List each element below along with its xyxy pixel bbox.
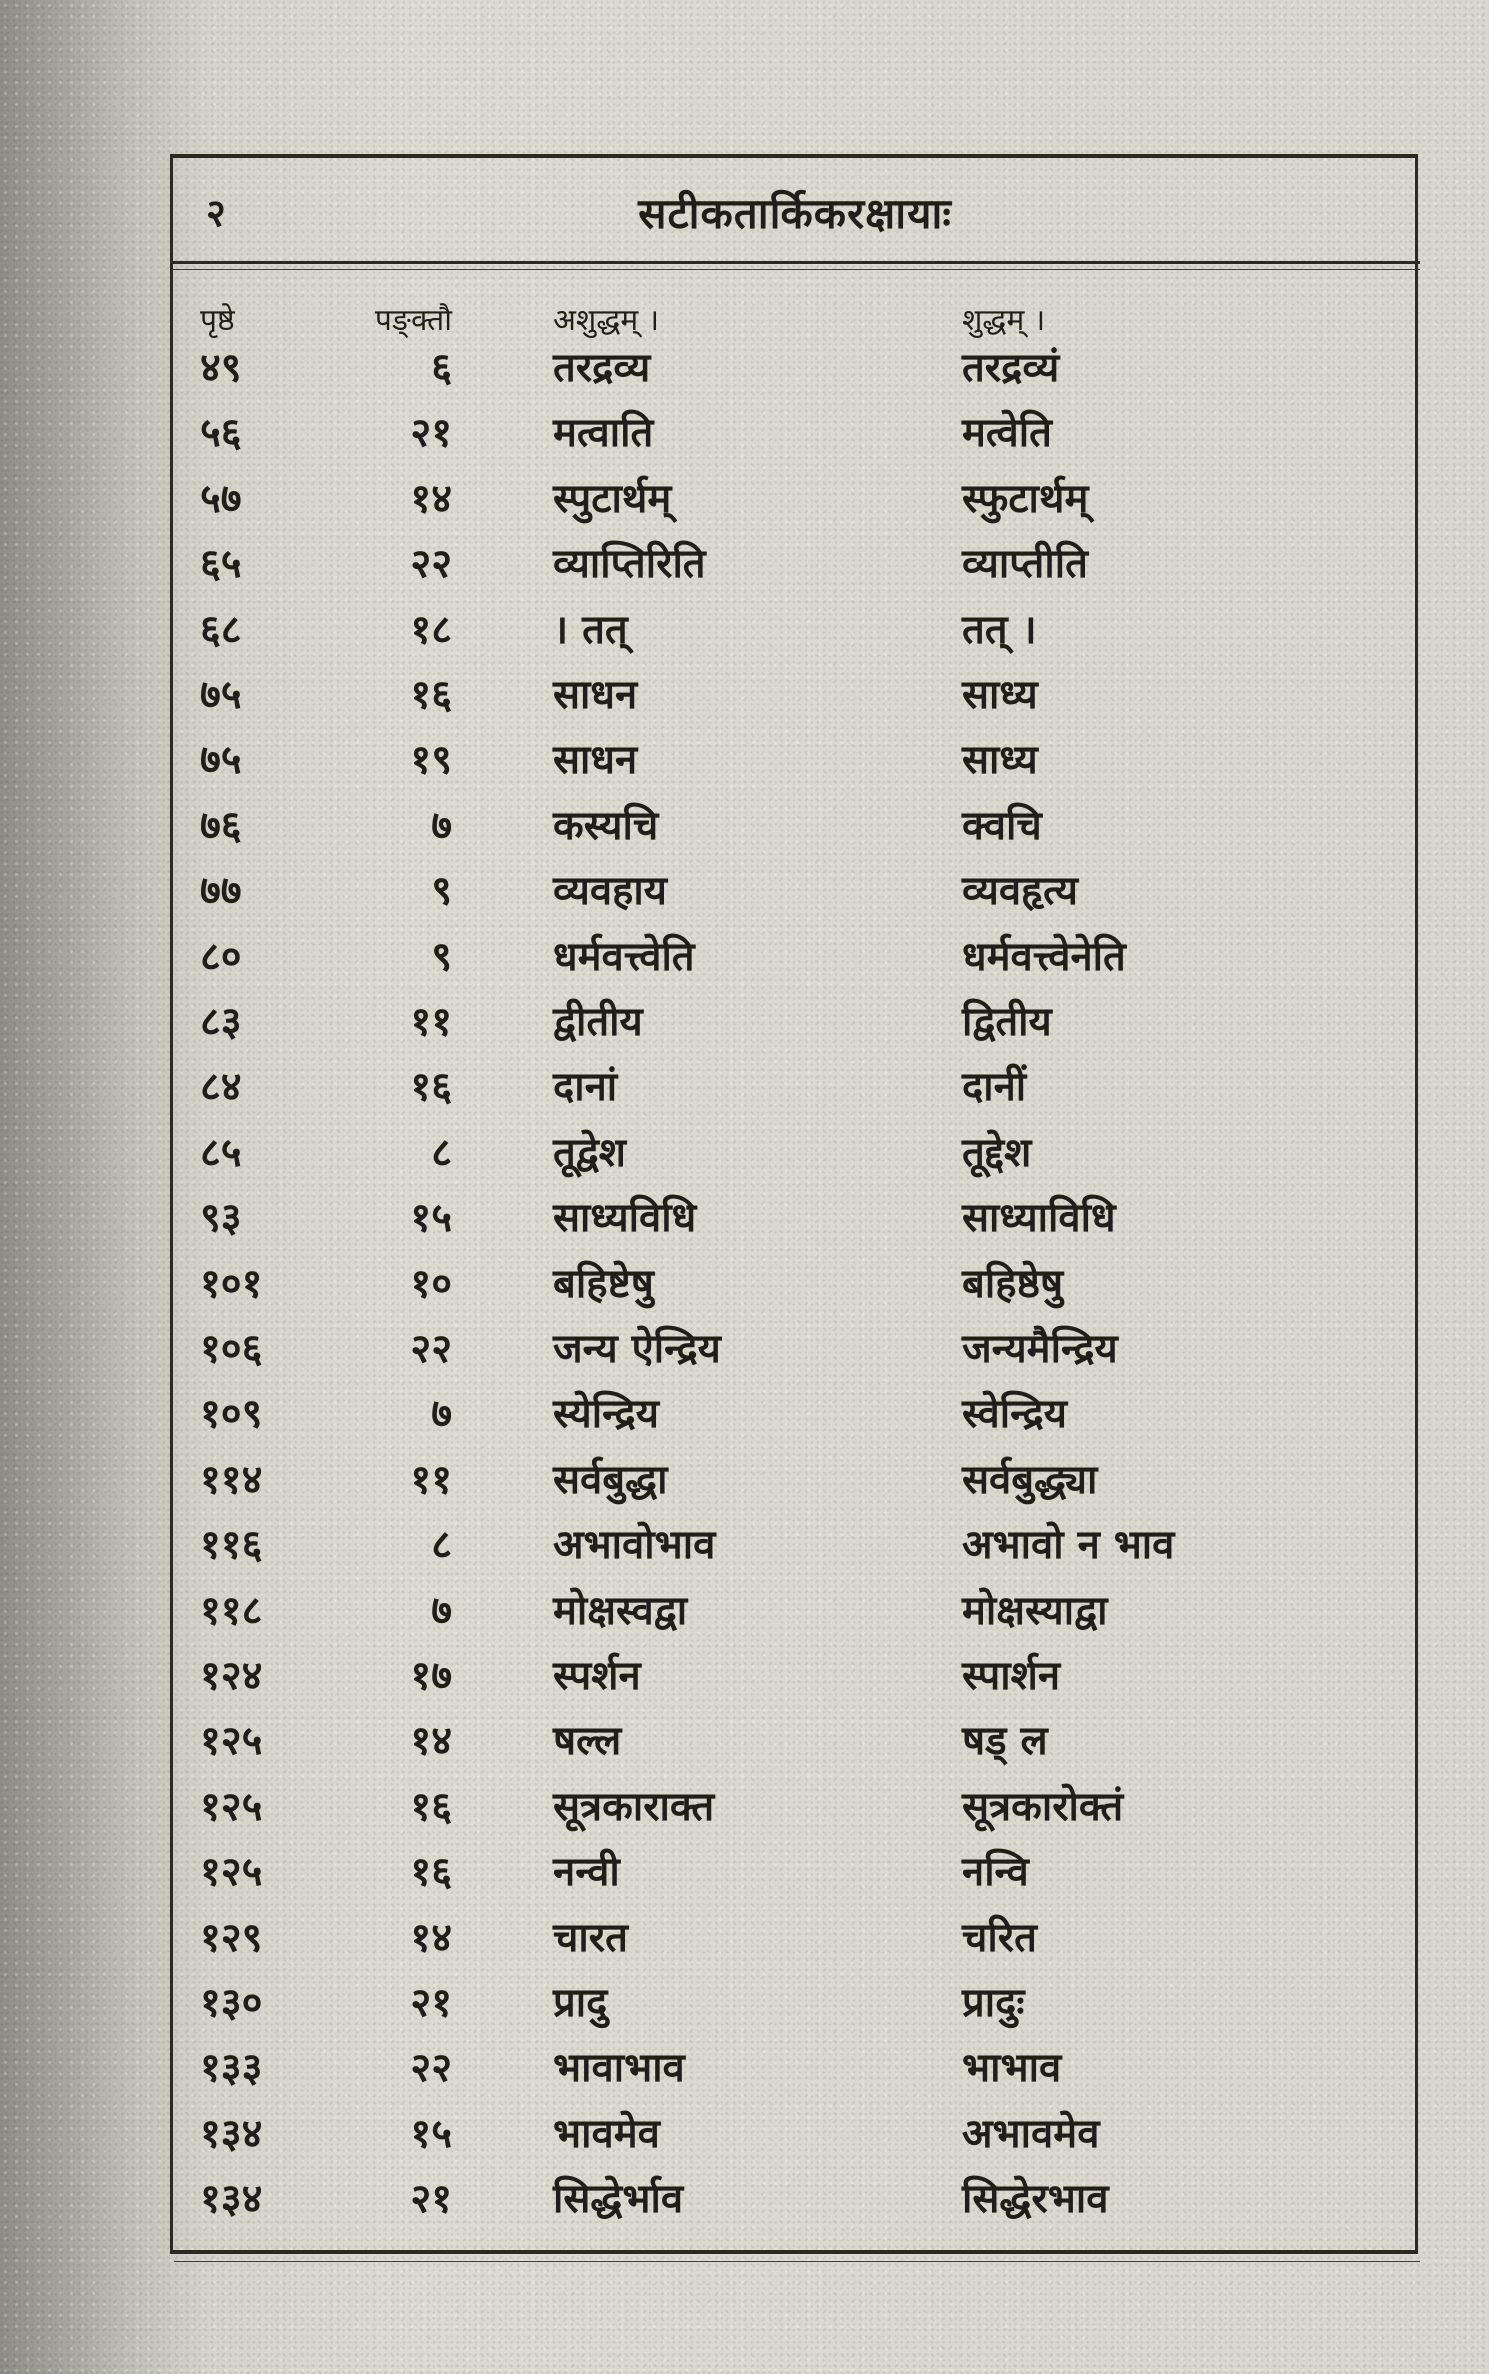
table-row [0,1254,1489,1319]
table-row [0,992,1489,1057]
row-line: १६ [410,1063,452,1111]
row-page: १३० [200,1979,263,2026]
row-correct: अभावमेव [962,2109,1100,2157]
row-correct: दानीं [962,1063,1027,1111]
table-row [0,1711,1489,1776]
row-incorrect: द्वीतीय [553,998,643,1045]
row-correct: तूद्देश [962,1128,1032,1176]
row-correct: तत् । [962,605,1037,653]
row-incorrect: भावमेव [553,2109,660,2157]
table-row [0,2038,1489,2103]
row-correct: अभावो न भाव [962,1521,1175,1569]
row-page: ६५ [200,540,242,588]
row-line: ११ [410,998,452,1045]
row-page: ५६ [200,409,242,457]
row-line: १६ [410,1782,452,1830]
row-line: २२ [410,1325,452,1372]
row-correct: व्यवहृत्य [962,867,1078,915]
row-correct: द्वितीय [962,998,1052,1045]
row-incorrect: सिद्धेर्भाव [553,2175,684,2223]
table-row [0,2169,1489,2234]
table-row [0,1777,1489,1842]
row-page: ८० [200,932,242,980]
row-incorrect: धर्मवत्त्वेति [553,932,695,980]
row-page: १२५ [200,1848,263,1896]
row-incorrect: साध्यविधि [553,1194,697,1242]
row-incorrect: स्पुटार्थम् [553,474,672,522]
row-page: ७५ [200,736,242,784]
table-row [0,1057,1489,1122]
row-incorrect: साधन [553,736,638,784]
row-incorrect: जन्य ऐन्द्रिय [553,1325,721,1372]
row-incorrect: स्येन्द्रिय [553,1390,659,1438]
row-line: ९ [431,867,452,915]
row-incorrect: तूद्वेश [553,1128,626,1176]
row-line: १४ [410,474,452,522]
row-correct: स्पार्शन [962,1652,1061,1699]
row-incorrect: बहिष्टेषु [553,1259,654,1307]
table-row [0,1908,1489,1973]
table-row [0,927,1489,992]
row-line: २२ [410,2044,452,2092]
row-line: १४ [410,1717,452,1765]
row-correct: सिद्धेरभाव [962,2175,1109,2223]
row-line: ९ [431,932,452,980]
row-incorrect: चारत [553,1913,628,1961]
row-page: ८४ [200,1063,242,1111]
row-line: १६ [410,1848,452,1896]
page-number: २ [206,190,226,235]
row-line: २१ [410,409,452,457]
row-incorrect: सर्वबुद्धा [553,1455,668,1503]
row-line: ७ [431,1390,452,1438]
row-correct: षड् ल [962,1717,1048,1765]
row-incorrect: व्याप्तिरिति [553,540,706,588]
row-page: १०९ [200,1390,263,1438]
row-correct: मत्वेति [962,409,1052,457]
row-correct: व्याप्तीति [962,540,1088,588]
row-incorrect: प्रादु [553,1979,608,2026]
row-page: ७५ [200,671,242,718]
row-page: १३४ [200,2109,263,2157]
row-incorrect: दानां [553,1063,618,1111]
header-divider-thin [172,269,1420,270]
row-page: ११८ [200,1586,263,1634]
row-page: ११६ [200,1521,263,1569]
row-correct: क्वचि [962,801,1042,849]
row-line: १४ [410,1913,452,1961]
table-row [0,600,1489,665]
row-line: ८ [431,1521,452,1569]
row-line: १९ [410,736,452,784]
page-title: सटीकतार्किकरक्षायाः [638,189,952,238]
row-page: १०१ [200,1259,263,1307]
row-line: ६ [431,344,452,391]
row-line: २१ [410,1979,452,2026]
row-page: ६८ [200,605,242,653]
row-correct: प्रादुः [962,1979,1025,2026]
row-incorrect: भावाभाव [553,2044,685,2092]
table-row [0,2104,1489,2169]
row-line: १० [410,1259,452,1307]
row-page: ९३ [200,1194,242,1242]
row-correct: मोक्षस्याद्वा [962,1586,1108,1634]
row-line: १५ [410,1194,452,1242]
column-header-correct: शुद्धम् । [962,303,1046,338]
row-page: १३३ [200,2044,263,2092]
table-row [0,403,1489,468]
row-page: १२५ [200,1717,263,1765]
row-line: १८ [410,605,452,653]
table-row [0,1188,1489,1253]
row-incorrect: मत्वाति [553,409,654,457]
row-incorrect: साधन [553,671,638,718]
row-line: ७ [431,1586,452,1634]
column-header-line: पङ्क्तौ [374,303,452,338]
row-correct: सर्वबुद्ध्या [962,1455,1098,1503]
bottom-rule [174,2261,1420,2262]
row-incorrect: । तत् [553,605,628,653]
row-incorrect: सूत्रकाराक्त [553,1782,715,1830]
row-page: १२५ [200,1782,263,1830]
row-correct: स्फुटार्थम् [962,474,1089,522]
table-row [0,1515,1489,1580]
table-row [0,861,1489,926]
row-line: २१ [410,2175,452,2223]
row-incorrect: तरद्रव्य [553,344,651,391]
row-incorrect: कस्यचि [553,801,659,849]
row-correct: सूत्रकारोक्तं [962,1782,1124,1830]
row-page: ४९ [200,344,242,391]
table-row [0,1319,1489,1384]
row-line: १६ [410,671,452,718]
row-correct: बहिष्ठेषु [962,1259,1064,1307]
column-header-incorrect: अशुद्धम् । [553,303,660,338]
table-row [0,796,1489,861]
row-incorrect: व्यवहाय [553,867,667,915]
row-correct: जन्यमैन्द्रिय [962,1325,1118,1372]
row-page: ८५ [200,1128,242,1176]
table-row [0,1450,1489,1515]
row-correct: चरित [962,1913,1037,1961]
row-line: १५ [410,2109,452,2157]
row-incorrect: स्पर्शन [553,1652,641,1699]
row-correct: साध्य [962,671,1038,718]
row-incorrect: अभावोभाव [553,1521,716,1569]
column-header-page: पृष्ठे [200,303,235,338]
row-page: १०६ [200,1325,263,1372]
table-row [0,1646,1489,1711]
row-line: ७ [431,801,452,849]
table-row [0,338,1489,403]
table-row [0,665,1489,730]
row-page: १२४ [200,1652,263,1699]
table-row [0,1123,1489,1188]
header-divider [172,261,1420,264]
table-row [0,469,1489,534]
row-correct: धर्मवत्त्वेनेति [962,932,1126,980]
row-incorrect: मोक्षस्वद्वा [553,1586,688,1634]
row-page: ५७ [200,474,242,522]
row-incorrect: नन्वी [553,1848,620,1896]
row-page: १३४ [200,2175,263,2223]
table-row [0,1384,1489,1449]
row-page: ७६ [200,801,242,849]
row-correct: नन्वि [962,1848,1029,1896]
row-line: ११ [410,1455,452,1503]
table-row [0,1842,1489,1907]
row-page: ८३ [200,998,242,1045]
table-row [0,1581,1489,1646]
row-correct: स्वेन्द्रिय [962,1390,1067,1438]
row-incorrect: षल्ल [553,1717,622,1765]
table-row [0,730,1489,795]
row-line: ८ [431,1128,452,1176]
row-correct: साध्याविधि [962,1194,1116,1242]
row-page: ११४ [200,1455,263,1503]
row-page: १२९ [200,1913,263,1961]
row-correct: तरद्रव्यं [962,344,1060,391]
row-page: ७७ [200,867,242,915]
table-row [0,1973,1489,2038]
row-line: २२ [410,540,452,588]
row-correct: भाभाव [962,2044,1062,2092]
row-correct: साध्य [962,736,1038,784]
table-row [0,534,1489,599]
row-line: १७ [410,1652,452,1699]
